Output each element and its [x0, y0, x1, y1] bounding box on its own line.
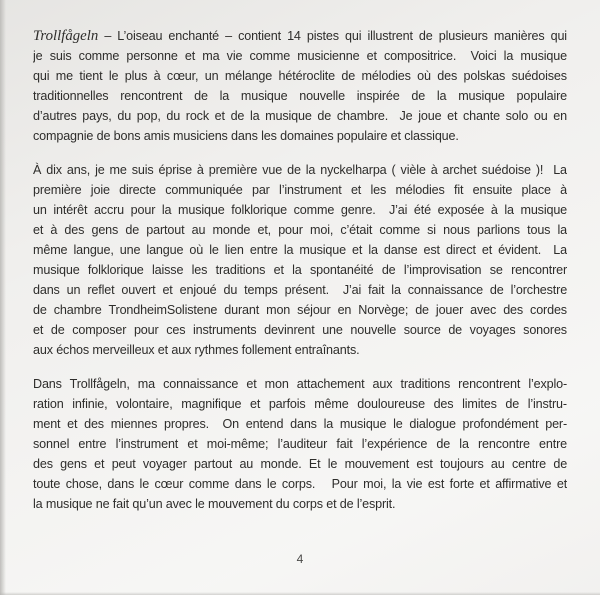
document-body: [33, 26, 567, 528]
page-number: 4: [296, 552, 304, 566]
text-line: [33, 220, 567, 240]
album-title-lead: Trollfågeln: [33, 28, 99, 44]
text-line: [33, 126, 567, 146]
text-run: d’autres pays, du pop, du rock et de la musique de chambre. Je joue et chante solo ou en: [33, 109, 567, 123]
text-line: [33, 300, 567, 320]
text-run: et à des gens de partout au monde et, pour moi, c’était comme si nous parlions tous la: [33, 223, 567, 237]
text-run: sonnel entre l’instrument et moi-même; l’auditeur fait l’expérience de la rencontre entre: [33, 437, 567, 451]
text-line: [33, 374, 567, 394]
scan-edge-left: [0, 0, 6, 595]
paragraph: [33, 160, 567, 360]
text-run: première joie directe communiquée par l’instrument et les mélodies fit ensuite place à: [33, 183, 567, 197]
text-line: [33, 160, 567, 180]
text-run: Dans Trollfågeln, ma connaissance et mon attachement aux traditions rencontrent l’explo-: [33, 377, 567, 391]
text-run: – L’oiseau enchanté – contient 14 pistes qui illustrent de plusieurs manières qui: [98, 29, 567, 43]
text-line: [33, 394, 567, 414]
text-run: ration infinie, volontaire, magnifique et parfois même douloureuse des limites de l’instru-: [33, 397, 567, 411]
text-line: [33, 280, 567, 300]
text-line: [33, 414, 567, 434]
text-line: [33, 240, 567, 260]
text-line: [33, 494, 567, 514]
text-line: [33, 66, 567, 86]
text-run: À dix ans, je me suis éprise à première vue de la nyckelharpa ( vièle à archet suédoise )! La: [33, 163, 567, 177]
text-run: la musique ne fait qu’un avec le mouvement du corps et de l’esprit.: [33, 497, 396, 511]
text-run: aux échos merveilleux et aux rythmes follement entraînants.: [33, 343, 360, 357]
text-line: [33, 180, 567, 200]
text-run: compagnie de bons amis musiciens dans les domaines populaire et classique.: [33, 129, 459, 143]
text-line: [33, 86, 567, 106]
text-run: traditionnelles rencontrent de la musique nouvelle inspirée de la musique populaire: [33, 89, 567, 103]
text-run: ment et des miennes propres. On entend dans la musique le dialogue profondément per-: [33, 417, 567, 431]
text-line: [33, 474, 567, 494]
text-line: [33, 200, 567, 220]
text-run: et de composer pour ces instruments devinrent une nouvelle source de voyages sonores: [33, 323, 567, 337]
text-line: [33, 454, 567, 474]
text-run: toute chose, dans le cœur comme dans le corps. Pour moi, la vie est forte et affirmative et: [33, 477, 567, 491]
text-run: un intérêt accru pour la musique folklorique comme genre. J’ai été exposée à la musique: [33, 203, 567, 217]
text-line: [33, 26, 567, 46]
text-run: de chambre TrondheimSolistene durant mon séjour en Norvège; de jouer avec des cordes: [33, 303, 567, 317]
text-line: [33, 260, 567, 280]
text-line: [33, 434, 567, 454]
text-line: [33, 106, 567, 126]
paragraph: [33, 26, 567, 146]
paragraph: [33, 374, 567, 514]
text-run: je suis comme personne et ma vie comme musicienne et compositrice. Voici la musique: [33, 49, 567, 63]
text-line: [33, 320, 567, 340]
text-run: dans un reflet ouvert et enjoué du temps présent. J’ai fait la connaissance de l’orchestre: [33, 283, 567, 297]
text-run: musique folklorique laisse les traditions et la spontanéité de l’improvisation se rencontrer: [33, 263, 567, 277]
text-line: [33, 46, 567, 66]
text-line: [33, 340, 567, 360]
text-run: des gens et peut voyager partout au monde. Et le mouvement est toujours au centre de: [33, 457, 567, 471]
text-run: qui me tient le plus à cœur, un mélange hétéroclite de mélodies où des polskas suédoises: [33, 69, 567, 83]
text-run: même langue, une langue où le lien entre la musique et la danse est direct et évident. La: [33, 243, 567, 257]
